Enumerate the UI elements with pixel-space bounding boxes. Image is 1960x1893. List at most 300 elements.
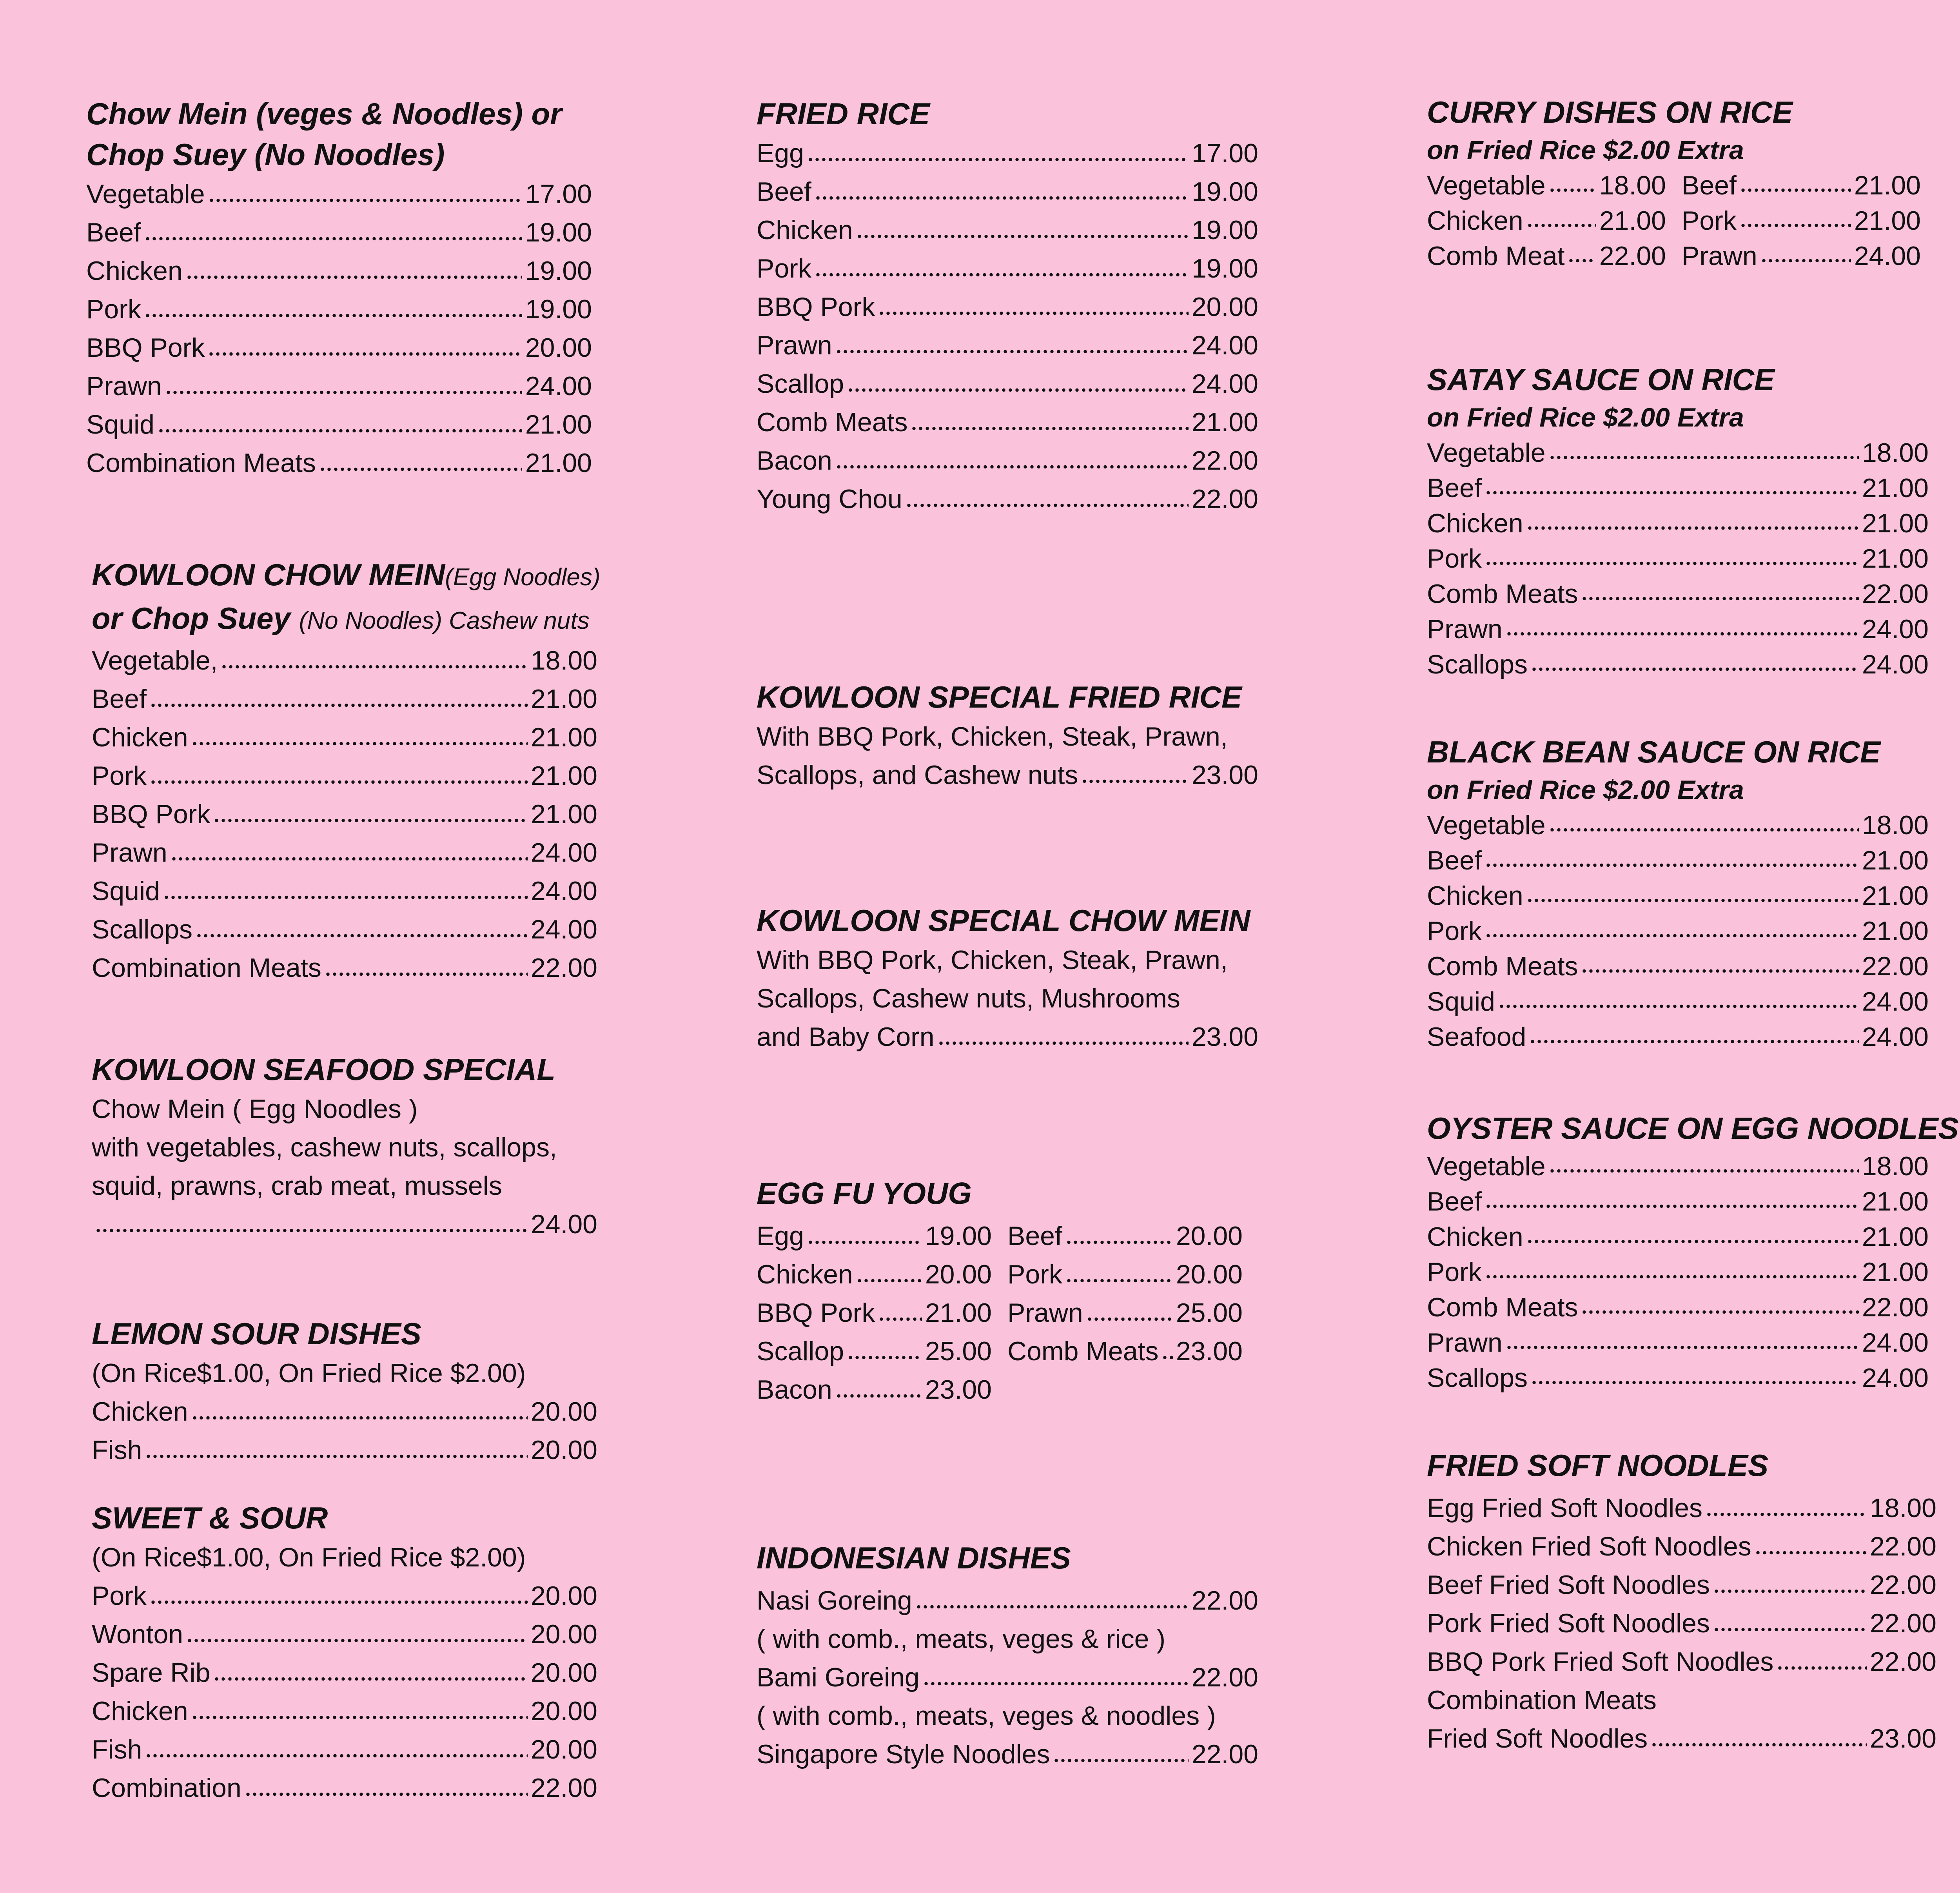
item-price: 25.00 <box>1176 1298 1243 1328</box>
menu-item <box>1427 808 1929 843</box>
item-price: 19.00 <box>525 218 592 247</box>
leader-dots <box>1760 254 1851 267</box>
leader-dots <box>1549 183 1596 197</box>
menu-item <box>1427 435 1929 470</box>
leader-dots <box>319 463 522 476</box>
leader-dots <box>1531 1376 1859 1389</box>
section-kowloon-chow-mein <box>92 554 601 987</box>
item-name: Prawn <box>92 838 167 868</box>
item-name: Egg <box>757 1221 804 1251</box>
menu-item <box>86 175 592 213</box>
menu-item <box>92 872 597 910</box>
item-price: 20.00 <box>525 333 592 363</box>
menu-item <box>1427 949 1929 984</box>
item-name: Prawn <box>86 371 162 401</box>
item-name: Squid <box>1427 987 1495 1016</box>
item-price: 22.00 <box>1862 579 1929 609</box>
menu-item <box>1007 1255 1258 1294</box>
menu-item <box>86 367 592 405</box>
item-price: 21.00 <box>530 761 597 791</box>
item-name: Bacon <box>757 1375 832 1405</box>
section-seafood-special <box>92 1049 597 1243</box>
item-price: 21.00 <box>1854 206 1921 236</box>
menu-item <box>757 1332 1007 1370</box>
menu-item <box>1427 1254 1929 1290</box>
menu-item <box>1427 1325 1929 1360</box>
leader-dots <box>213 1672 527 1686</box>
menu-item <box>92 910 597 949</box>
item-name: Combination Meats <box>86 448 316 478</box>
item-price: 21.00 <box>530 684 597 714</box>
leader-dots <box>815 268 1189 281</box>
item-price: 21.00 <box>1862 1187 1929 1216</box>
item-description: ( with comb., meats, veges & noodles ) <box>757 1701 1216 1731</box>
leader-dots <box>95 1224 528 1237</box>
item-name: Squid <box>92 876 160 906</box>
leader-dots <box>847 383 1189 397</box>
menu-item <box>1427 238 1682 274</box>
item-name: Beef <box>1427 846 1482 875</box>
menu-item <box>1427 647 1929 682</box>
item-price: 22.00 <box>1191 446 1258 476</box>
leader-dots <box>1526 521 1859 535</box>
section-note: (On Rice$1.00, On Fried Rice $2.00) <box>92 1543 526 1572</box>
menu-item <box>1007 1332 1258 1370</box>
item-pair <box>1427 203 1936 238</box>
leader-dots <box>144 309 522 322</box>
leader-dots <box>191 1711 528 1724</box>
menu-item <box>92 1653 597 1692</box>
section-egg-fu-young <box>757 1173 1258 1409</box>
leader-dots <box>1498 1000 1859 1013</box>
title-text: KOWLOON CHOW MEIN <box>92 557 445 592</box>
item-name: Young Chou <box>757 484 902 514</box>
item-name: Pork <box>92 761 147 791</box>
menu-item <box>1427 203 1682 238</box>
section-soft-noodles <box>1427 1445 1936 1758</box>
item-description: ( with comb., meats, veges & rice ) <box>757 1624 1165 1654</box>
item-name: Pork <box>757 254 811 283</box>
menu-item <box>757 211 1258 249</box>
item-price: 24.00 <box>1862 614 1929 644</box>
menu-item <box>92 1692 597 1730</box>
item-price: 18.00 <box>530 646 597 675</box>
menu-item <box>1427 1643 1936 1681</box>
leader-dots <box>245 1788 528 1801</box>
item-price: 21.00 <box>1862 916 1929 946</box>
menu-item <box>92 1730 597 1769</box>
section-subtitle: on Fried Rice $2.00 Extra <box>1427 775 1744 805</box>
item-price: 21.00 <box>525 410 592 439</box>
item-description: squid, prawns, crab meat, mussels <box>92 1171 502 1201</box>
leader-dots <box>1529 1035 1858 1048</box>
item-price: 21.00 <box>1862 1222 1929 1252</box>
leader-dots <box>1581 592 1858 605</box>
leader-dots <box>165 386 522 399</box>
item-name: Squid <box>86 410 154 439</box>
item-price: 24.00 <box>530 915 597 944</box>
menu-item <box>92 1615 597 1653</box>
section-special-fried-rice <box>757 677 1258 794</box>
title-note: (No Noodles) Cashew nuts <box>299 607 590 634</box>
section-title: SWEET & SOUR <box>92 1501 328 1535</box>
leader-dots <box>191 1411 528 1425</box>
item-name: Prawn <box>1682 241 1757 271</box>
item-name: Beef <box>1427 473 1482 503</box>
item-price: 19.00 <box>925 1221 992 1251</box>
leader-dots <box>1549 823 1859 837</box>
section-black-bean <box>1427 731 1929 1054</box>
item-price: 20.00 <box>530 1696 597 1726</box>
leader-dots <box>1081 775 1189 788</box>
item-name: BBQ Pork Fried Soft Noodles <box>1427 1647 1774 1677</box>
item-price: 20.00 <box>1176 1260 1243 1289</box>
leader-dots <box>1740 183 1851 197</box>
menu-item <box>757 1581 1258 1620</box>
menu-item <box>757 756 1258 794</box>
leader-dots <box>1706 1508 1867 1521</box>
leader-dots <box>1755 1546 1867 1559</box>
item-price: 20.00 <box>530 1735 597 1764</box>
menu-item <box>757 441 1258 480</box>
item-price: 21.00 <box>1862 881 1929 911</box>
menu-item <box>92 1431 597 1469</box>
item-name: Egg <box>757 138 804 168</box>
item-name: Chicken <box>92 722 188 752</box>
leader-dots <box>213 814 528 827</box>
item-name: Wonton <box>92 1619 183 1649</box>
leader-dots <box>1506 627 1859 641</box>
item-name: Fried Soft Noodles <box>1427 1724 1648 1753</box>
menu-item <box>86 329 592 367</box>
menu-item <box>86 213 592 252</box>
item-price: 20.00 <box>530 1658 597 1688</box>
item-price: 24.00 <box>525 371 592 401</box>
item-name: BBQ Pork <box>757 1298 875 1328</box>
menu-item <box>1427 1290 1929 1325</box>
title-note: (Egg Noodles) <box>445 564 601 591</box>
item-price: 19.00 <box>1191 215 1258 245</box>
item-name: Pork <box>1007 1260 1062 1289</box>
item-name: Vegetable <box>1427 810 1546 840</box>
leader-dots <box>1713 1623 1867 1636</box>
leader-dots <box>145 1450 527 1463</box>
leader-dots <box>807 1236 922 1249</box>
menu-item <box>1427 1489 1936 1527</box>
menu-item <box>757 249 1258 288</box>
menu-item <box>1427 612 1929 647</box>
item-price: 23.00 <box>1176 1336 1243 1366</box>
item-price: 18.00 <box>1862 810 1929 840</box>
item-name: Chicken <box>1427 508 1523 538</box>
menu-item <box>92 718 597 757</box>
item-price: 19.00 <box>1191 254 1258 283</box>
item-price: 24.00 <box>1862 650 1929 679</box>
section-title: KOWLOON SPECIAL FRIED RICE <box>757 680 1242 714</box>
item-description: With BBQ Pork, Chicken, Steak, Prawn, <box>757 945 1228 975</box>
item-price: 24.00 <box>530 876 597 906</box>
item-description: Combination Meats <box>1427 1685 1657 1715</box>
leader-dots <box>191 737 528 750</box>
item-description: Chow Mein ( Egg Noodles ) <box>92 1094 418 1124</box>
item-price: 20.00 <box>1176 1221 1243 1251</box>
menu-item <box>1682 168 1936 203</box>
item-price: 21.00 <box>1191 407 1258 437</box>
item-price: 22.00 <box>1869 1647 1936 1677</box>
menu-item <box>1427 576 1929 612</box>
section-curry <box>1427 92 1936 274</box>
menu-item <box>92 833 597 872</box>
leader-dots <box>878 307 1189 320</box>
item-name: Chicken <box>92 1397 188 1427</box>
menu-item <box>1427 878 1929 913</box>
item-price: 21.00 <box>1599 206 1666 236</box>
menu-item <box>1427 913 1929 949</box>
leader-dots <box>196 929 528 942</box>
item-name: Comb Meats <box>757 407 908 437</box>
item-name: Prawn <box>1427 1328 1503 1358</box>
item-name: Comb Meat <box>1427 241 1565 271</box>
item-name: Chicken <box>757 1260 853 1289</box>
leader-dots <box>150 1595 528 1609</box>
item-name: Chicken <box>1427 881 1523 911</box>
item-pair <box>757 1217 1258 1255</box>
item-price: 24.00 <box>1862 1363 1929 1393</box>
item-name: and Baby Corn <box>757 1022 935 1052</box>
item-name: Prawn <box>1427 614 1503 644</box>
item-price: 22.00 <box>1869 1532 1936 1561</box>
leader-dots <box>1651 1738 1867 1751</box>
leader-dots <box>163 891 528 904</box>
menu-item <box>1427 1360 1929 1396</box>
leader-dots <box>1568 254 1596 267</box>
leader-dots <box>221 660 527 673</box>
item-price: 24.00 <box>1862 1022 1929 1052</box>
section-sweet-sour <box>92 1497 597 1807</box>
section-title: INDONESIAN DISHES <box>757 1541 1071 1575</box>
menu-item <box>92 949 597 987</box>
menu-item <box>86 405 592 444</box>
leader-dots <box>1065 1236 1173 1249</box>
item-name: Pork <box>86 294 141 324</box>
menu-item <box>1682 203 1936 238</box>
menu-item <box>1427 1719 1936 1758</box>
item-name: Scallops <box>92 915 193 944</box>
item-price: 24.00 <box>1191 330 1258 360</box>
item-name: Fish <box>92 1435 142 1465</box>
menu-item <box>1682 238 1936 274</box>
item-name: Pork <box>1427 544 1482 574</box>
item-name: Vegetable <box>1427 171 1546 200</box>
section-title: Chow Mein (veges & Noodles) or <box>86 96 562 131</box>
item-pair <box>757 1370 1258 1409</box>
item-price: 24.00 <box>1862 987 1929 1016</box>
item-name: Vegetable, <box>92 646 218 675</box>
item-name: Chicken <box>1427 1222 1523 1252</box>
item-name: Comb Meats <box>1427 1292 1578 1322</box>
item-name: Bacon <box>757 446 832 476</box>
menu-item <box>1427 506 1929 541</box>
menu-item <box>1427 1184 1929 1219</box>
item-name: Bami Goreing <box>757 1663 920 1692</box>
item-price: 21.00 <box>1862 473 1929 503</box>
section-satay <box>1427 359 1929 682</box>
leader-dots <box>1740 219 1851 232</box>
menu-item <box>1427 1566 1936 1604</box>
leader-dots <box>1526 1235 1859 1248</box>
menu-item <box>92 680 597 718</box>
item-name: Vegetable <box>1427 438 1546 468</box>
menu-item <box>92 641 597 680</box>
item-name: Scallops, and Cashew nuts <box>757 760 1078 790</box>
section-lemon-sour <box>92 1313 597 1469</box>
menu-item <box>92 1577 597 1615</box>
item-pair <box>1427 238 1936 274</box>
item-pair <box>757 1255 1258 1294</box>
item-name: Scallop <box>757 1336 844 1366</box>
menu-item <box>92 1205 597 1243</box>
menu-item <box>86 444 592 482</box>
item-price: 24.00 <box>1854 241 1921 271</box>
item-name: Singapore Style Noodles <box>757 1739 1050 1769</box>
item-price: 22.00 <box>1599 241 1666 271</box>
section-oyster <box>1427 1108 1959 1396</box>
item-price: 22.00 <box>530 1773 597 1803</box>
section-note: (On Rice$1.00, On Fried Rice $2.00) <box>92 1358 526 1388</box>
section-subtitle: on Fried Rice $2.00 Extra <box>1427 135 1744 165</box>
item-price: 21.00 <box>1862 544 1929 574</box>
item-price: 22.00 <box>1862 1292 1929 1322</box>
section-title: SATAY SAUCE ON RICE <box>1427 362 1775 397</box>
leader-dots <box>835 1389 922 1403</box>
item-price: 23.00 <box>1869 1724 1936 1753</box>
leader-dots <box>835 345 1189 358</box>
title-text: or Chop Suey <box>92 601 299 635</box>
leader-dots <box>923 1677 1189 1690</box>
item-list <box>92 641 597 987</box>
item-price: 20.00 <box>530 1397 597 1427</box>
leader-dots <box>856 1274 922 1287</box>
leader-dots <box>1053 1754 1188 1767</box>
leader-dots <box>915 1600 1189 1613</box>
leader-dots <box>911 422 1188 435</box>
item-price: 22.00 <box>1191 1586 1258 1615</box>
leader-dots <box>208 347 522 361</box>
leader-dots <box>325 967 528 981</box>
leader-dots <box>1549 1164 1859 1178</box>
item-name: Nasi Goreing <box>757 1586 912 1615</box>
leader-dots <box>1485 1270 1859 1283</box>
item-name: Chicken <box>92 1696 188 1726</box>
item-price: 22.00 <box>1191 484 1258 514</box>
item-price: 21.00 <box>1862 1257 1929 1287</box>
menu-item <box>757 1658 1258 1697</box>
leader-dots <box>1485 929 1859 942</box>
item-name: Comb Meats <box>1427 579 1578 609</box>
item-price: 18.00 <box>1862 438 1929 468</box>
menu-item <box>757 480 1258 518</box>
leader-dots <box>158 424 522 437</box>
leader-dots <box>145 1749 527 1762</box>
item-price: 21.00 <box>925 1298 992 1328</box>
item-name: Beef <box>92 684 147 714</box>
section-title: KOWLOON SEAFOOD SPECIAL <box>92 1052 556 1087</box>
item-pair <box>1427 168 1936 203</box>
item-name: BBQ Pork <box>757 292 875 322</box>
leader-dots <box>1161 1351 1172 1364</box>
item-price: 25.00 <box>925 1336 992 1366</box>
item-price: 22.00 <box>1191 1739 1258 1769</box>
section-subtitle: on Fried Rice $2.00 Extra <box>1427 403 1744 432</box>
leader-dots <box>815 191 1189 205</box>
item-name: Scallops <box>1427 650 1528 679</box>
item-price: 20.00 <box>530 1581 597 1611</box>
menu-item <box>1427 541 1929 576</box>
leader-dots <box>1549 451 1859 464</box>
menu-item <box>1427 470 1929 506</box>
menu-item <box>1427 984 1929 1019</box>
section-title: Chop Suey (No Noodles) <box>86 137 445 172</box>
menu-item <box>757 1018 1258 1056</box>
item-price: 18.00 <box>1869 1493 1936 1523</box>
item-name: Chicken Fried Soft Noodles <box>1427 1532 1751 1561</box>
item-name: Beef Fried Soft Noodles <box>1427 1570 1710 1600</box>
item-name: Chicken <box>1427 206 1523 236</box>
menu-item <box>92 757 597 795</box>
leader-dots <box>208 194 522 207</box>
section-title: EGG FU YOUG <box>757 1176 972 1211</box>
item-name: Pork <box>1427 1257 1482 1287</box>
item-name: BBQ Pork <box>92 799 211 829</box>
item-name: BBQ Pork <box>86 333 205 363</box>
item-pair <box>757 1332 1258 1370</box>
section-title: CURRY DISHES ON RICE <box>1427 95 1793 129</box>
menu-item <box>1427 1604 1936 1643</box>
item-price: 19.00 <box>1191 177 1258 207</box>
item-price: 18.00 <box>1599 171 1666 200</box>
menu-item <box>1427 1527 1936 1566</box>
item-name: Comb Meats <box>1007 1336 1159 1366</box>
section-title: FRIED RICE <box>757 96 930 131</box>
item-price: 20.00 <box>925 1260 992 1289</box>
item-name: Scallop <box>757 369 844 399</box>
item-name: Pork <box>1682 206 1737 236</box>
leader-dots <box>878 1312 922 1326</box>
leader-dots <box>1065 1274 1173 1287</box>
item-price: 24.00 <box>1191 369 1258 399</box>
menu-item <box>1427 168 1682 203</box>
leader-dots <box>856 230 1189 243</box>
item-name: Prawn <box>757 330 832 360</box>
leader-dots <box>1485 858 1859 872</box>
item-price: 22.00 <box>1869 1570 1936 1600</box>
item-price: 21.00 <box>1862 508 1929 538</box>
item-price: 21.00 <box>530 722 597 752</box>
leader-dots <box>1526 894 1859 907</box>
menu-item <box>757 1294 1007 1332</box>
section-title: KOWLOON SPECIAL CHOW MEIN <box>757 903 1250 938</box>
menu-item <box>757 403 1258 441</box>
item-name: Beef <box>1682 171 1737 200</box>
item-price: 20.00 <box>530 1619 597 1649</box>
item-price: 17.00 <box>1191 138 1258 168</box>
item-price: 24.00 <box>530 838 597 868</box>
item-price: 23.00 <box>925 1375 992 1405</box>
item-name: Combination Meats <box>92 953 321 983</box>
section-fried-rice <box>757 93 1258 518</box>
menu-item <box>1427 1019 1929 1054</box>
item-name: Chicken <box>86 256 183 286</box>
